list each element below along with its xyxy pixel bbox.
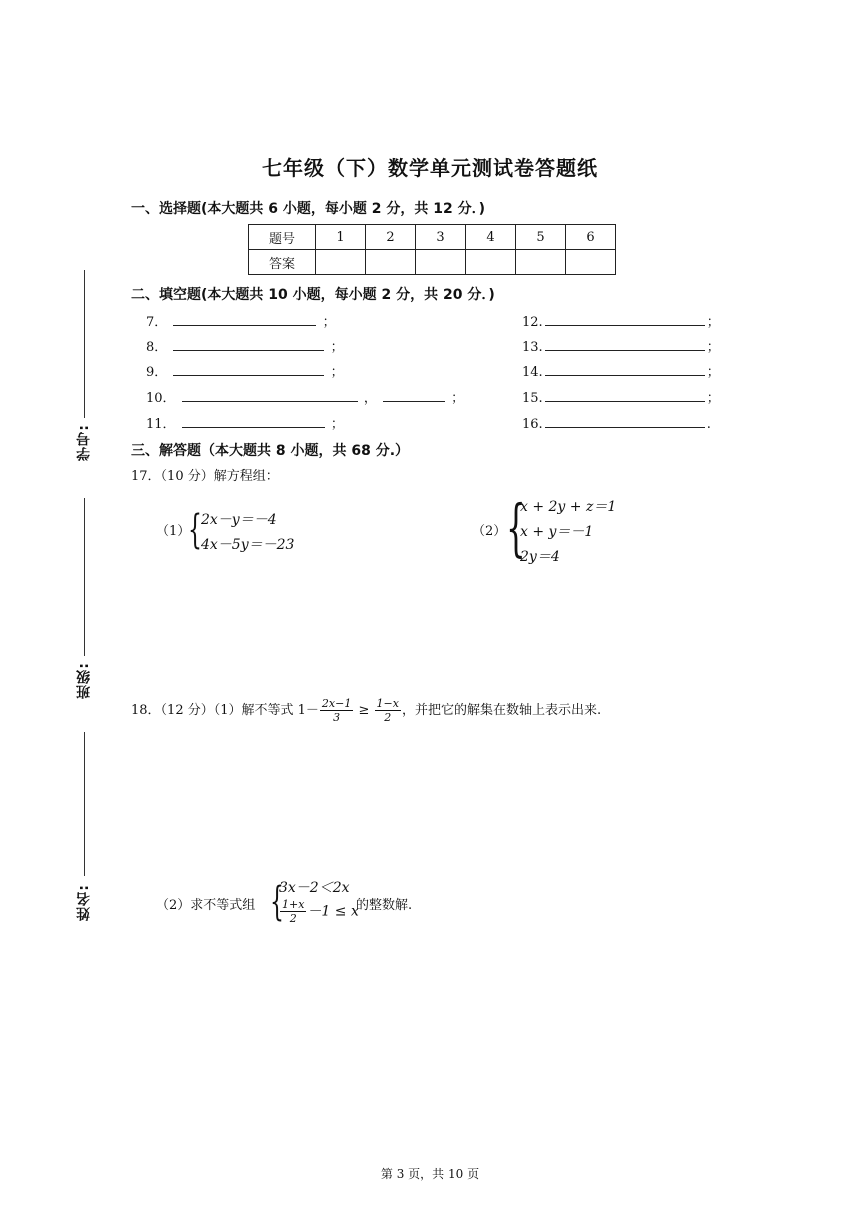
fill-item-7: [146, 311, 336, 330]
question-number: 4: [466, 225, 516, 250]
fill-blank[interactable]: [545, 336, 705, 351]
fill-item-9: [146, 361, 344, 380]
q18-part2-fraction: [280, 898, 306, 925]
q18-part2-eq1: 3x－2＜2x: [279, 880, 350, 896]
q18-part2-eq2-rest: －1 ≤ x: [307, 903, 359, 920]
fraction-numerator: 1−x: [376, 697, 399, 710]
fill-end: .: [706, 417, 711, 432]
fill-end: ；: [451, 391, 465, 406]
fill-number: 8．: [146, 340, 168, 355]
fill-end: ；: [330, 365, 344, 380]
fill-item-8: [146, 336, 344, 355]
fill-number: 9．: [146, 365, 168, 380]
fill-blank[interactable]: [182, 413, 325, 428]
fill-blank[interactable]: [173, 361, 324, 376]
fill-blank[interactable]: [173, 336, 324, 351]
q17-part2-eq1: x + 2y + z＝1: [520, 499, 617, 515]
fraction-denominator: 2: [384, 711, 392, 724]
answer-cell[interactable]: [466, 250, 516, 275]
q18-stem: [131, 697, 601, 724]
brace-icon: {: [270, 879, 284, 925]
q18-stem-suffix: ，并把它的解集在数轴上表示出来.: [401, 703, 602, 718]
fill-end: ；: [330, 340, 344, 355]
fill-end: ；: [706, 315, 720, 330]
q17-stem: 17．（10 分）解方程组：: [131, 469, 279, 484]
question-number: 3: [416, 225, 466, 250]
fill-blank[interactable]: [545, 361, 705, 376]
q17-part1-label: （1）: [156, 524, 191, 539]
fill-item-10: [146, 387, 464, 406]
fill-end: ；: [706, 391, 720, 406]
fill-item-15: [522, 387, 720, 406]
side-class-label: 班级:: [76, 662, 92, 699]
page-title: 七年级（下）数学单元测试卷答题纸: [262, 156, 598, 180]
answer-cell[interactable]: [366, 250, 416, 275]
answer-cell[interactable]: [316, 250, 366, 275]
answer-table: [248, 224, 616, 275]
answer-cell[interactable]: [416, 250, 466, 275]
page-footer: 第 3 页，共 10 页: [380, 1167, 480, 1181]
fill-blank[interactable]: [545, 311, 705, 326]
side-name-label: 姓名:: [76, 884, 92, 921]
fill-blank[interactable]: [545, 387, 705, 402]
brace-icon: {: [188, 507, 202, 553]
side-line: [84, 498, 85, 656]
fill-item-12: [522, 311, 720, 330]
fill-end: ；: [706, 340, 720, 355]
row-answer-label: 答案: [249, 250, 316, 275]
fill-blank[interactable]: [383, 387, 445, 402]
fill-number: 11．: [146, 417, 176, 432]
side-id-label: 学号:: [76, 424, 92, 461]
fill-end: ；: [322, 315, 336, 330]
fill-number: 13.: [522, 340, 543, 355]
fill-item-13: [522, 336, 720, 355]
section1-heading: 一、选择题(本大题共 6 小题，每小题 2 分，共 12 分．): [131, 201, 486, 217]
fraction-denominator: 2: [289, 912, 297, 925]
section3-heading: 三、解答题（本大题共 8 小题，共 68 分.）: [131, 443, 410, 459]
question-number: 6: [566, 225, 616, 250]
brace-icon: {: [506, 491, 526, 564]
geq-sign: ≥: [358, 703, 370, 718]
fill-number: 15.: [522, 391, 543, 406]
question-number: 2: [366, 225, 416, 250]
answer-cell[interactable]: [566, 250, 616, 275]
q17-part1-eq1: 2x－y＝－4: [201, 512, 277, 528]
q17-part2-eq3: 2y＝4: [520, 549, 560, 565]
q17-part1-eq2: 4x－5y＝－23: [201, 537, 295, 553]
fraction-denominator: 3: [333, 711, 341, 724]
question-number: 5: [516, 225, 566, 250]
fill-item-11: [146, 413, 344, 432]
fill-number: 10．: [146, 391, 176, 406]
q18-fraction: [375, 697, 401, 724]
fill-number: 12.: [522, 315, 543, 330]
fill-item-16: [522, 413, 711, 432]
q18-part2-prefix: （2）求不等式组: [156, 898, 256, 913]
section2-heading: 二、填空题(本大题共 10 小题，每小题 2 分，共 20 分．): [131, 287, 495, 303]
q17-part2-eq2: x + y＝－1: [520, 524, 594, 540]
question-number: 1: [316, 225, 366, 250]
q18-fraction: [320, 697, 353, 724]
side-line: [84, 270, 85, 418]
fill-mid: ，: [363, 391, 377, 406]
fraction-numerator: 1+x: [282, 898, 305, 911]
fill-end: ；: [330, 417, 344, 432]
fill-blank[interactable]: [182, 387, 358, 402]
q18-stem-prefix: 18．（12 分）（1）解不等式 1－: [131, 703, 319, 718]
q17-part2-label: （2）: [472, 524, 507, 539]
fill-number: 14.: [522, 365, 543, 380]
fill-blank[interactable]: [545, 413, 705, 428]
q18-part2-eq2: [279, 898, 359, 925]
fill-item-14: [522, 361, 720, 380]
row-header-label: 题号: [249, 225, 316, 250]
q18-part2-suffix: 的整数解.: [356, 898, 413, 913]
side-line: [84, 732, 85, 876]
fill-end: ；: [706, 365, 720, 380]
fill-number: 7．: [146, 315, 168, 330]
fill-blank[interactable]: [173, 311, 316, 326]
answer-cell[interactable]: [516, 250, 566, 275]
fill-number: 16.: [522, 417, 543, 432]
fraction-numerator: 2x−1: [321, 697, 352, 710]
